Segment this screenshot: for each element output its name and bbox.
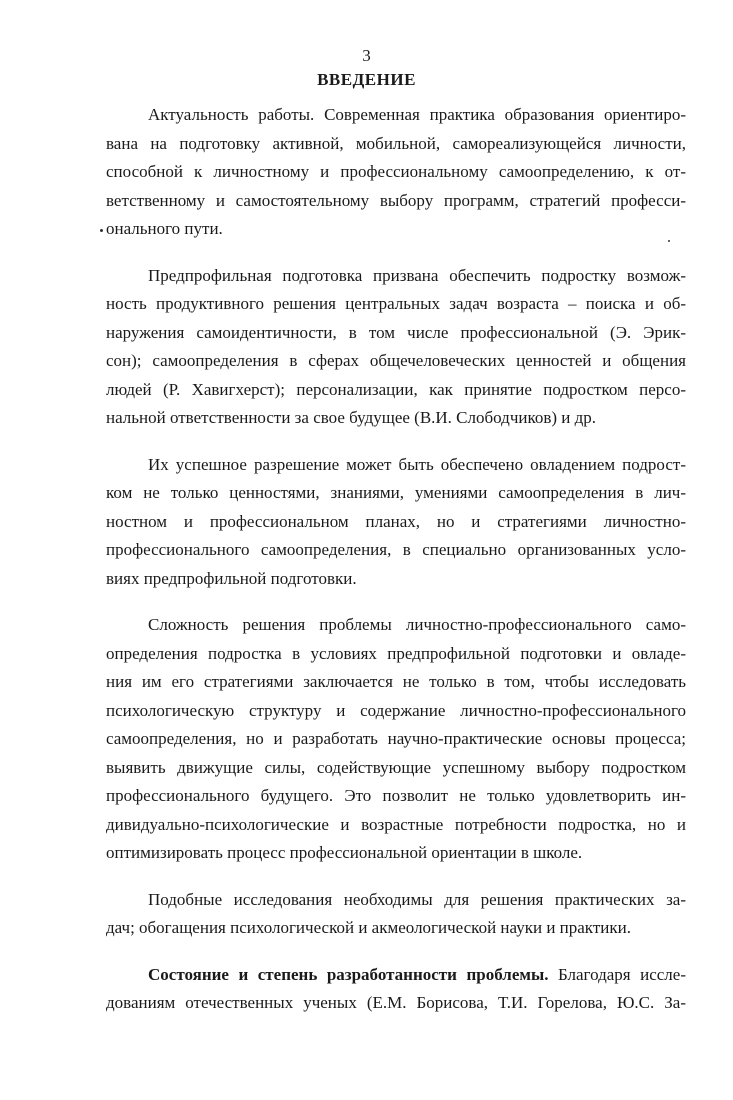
text-line: виях предпрофильной подготовки. bbox=[106, 568, 357, 588]
text-line: ветственному и самостоятельному выбору программ, стратегий професси- bbox=[106, 190, 686, 210]
text-line: Их успешное разрешение может быть обеспечено овладением подрост- bbox=[148, 454, 686, 474]
paragraph-relevance bbox=[106, 101, 686, 244]
text-line: онального пути. bbox=[106, 219, 223, 238]
text-line: психологическую структуру и содержание личностно-профессионального bbox=[106, 700, 686, 720]
page-number: 3 bbox=[362, 46, 371, 65]
paragraph-complexity bbox=[106, 611, 686, 868]
text-line bbox=[106, 961, 686, 990]
text-line: Предпрофильная подготовка призвана обеспечить подростку возмож- bbox=[148, 265, 686, 285]
text-run: Благодаря иссле- bbox=[548, 964, 686, 984]
paragraph-state-of-problem bbox=[106, 961, 686, 1018]
scan-speck bbox=[668, 240, 670, 242]
text-line: сон); самоопределения в сферах общечеловеческих ценностей и общения bbox=[106, 351, 686, 370]
text-line: вана на подготовку активной, мобильной, самореализующейся личности, bbox=[106, 133, 686, 153]
text-line: дивидуально-психологические и возрастные потребности подростка, но и bbox=[106, 814, 686, 834]
text-line: выявить движущие силы, содействующие успешному выбору подростком bbox=[106, 757, 686, 777]
text-line: наружения самоидентичности, в том числе профессиональной (Э. Эрик- bbox=[106, 322, 686, 342]
text-line: профессионального самоопределения, в специально организованных усло- bbox=[106, 540, 686, 559]
text-line: ком не только ценностями, знаниями, умениями самоопределения в лич- bbox=[106, 483, 686, 502]
text-line: Актуальность работы. Современная практика образования ориентиро- bbox=[148, 105, 686, 124]
paragraph-preprofile bbox=[106, 262, 686, 433]
text-line: дованиям отечественных ученых (Е.М. Борисова, Т.И. Горелова, Ю.С. За- bbox=[106, 993, 686, 1012]
text-line: дач; обогащения психологической и акмеологической науки и практики. bbox=[106, 918, 631, 937]
text-line: самоопределения, но и разработать научно-практические основы процесса; bbox=[106, 729, 686, 748]
text-line: оптимизировать процесс профессиональной ориентации в школе. bbox=[106, 843, 583, 862]
text-line: способной к личностному и профессиональному самоопределению, к от- bbox=[106, 162, 686, 181]
text-line: ния им его стратегиями заключается не только в том, чтобы исследовать bbox=[106, 672, 686, 691]
text-line: Подобные исследования необходимы для решения практических за- bbox=[148, 889, 686, 909]
text-line: ностном и профессиональном планах, но и стратегиями личностно- bbox=[106, 511, 686, 531]
text-line: нальной ответственности за свое будущее (В.И. Слободчиков) и др. bbox=[106, 408, 597, 427]
text-line: ность продуктивного решения центральных задач возраста – поиска и об- bbox=[106, 294, 686, 313]
text-line: профессионального будущего. Это позволит не только удовлетворить ин- bbox=[106, 786, 686, 805]
body-text bbox=[106, 101, 686, 1036]
scan-speck bbox=[100, 229, 103, 232]
paragraph-research-need bbox=[106, 886, 686, 943]
text-line: Сложность решения проблемы личностно-профессионального само- bbox=[148, 615, 686, 634]
section-heading: ВВЕДЕНИЕ bbox=[317, 70, 416, 89]
bold-lead-phrase: Состояние и степень разработанности проблемы. bbox=[148, 964, 549, 984]
text-line: определения подростка в условиях предпрофильной подготовки и овладе- bbox=[106, 643, 686, 663]
paragraph-resolution bbox=[106, 451, 686, 594]
text-line: людей (Р. Хавигхерст); персонализации, как принятие подростком персо- bbox=[106, 379, 686, 399]
